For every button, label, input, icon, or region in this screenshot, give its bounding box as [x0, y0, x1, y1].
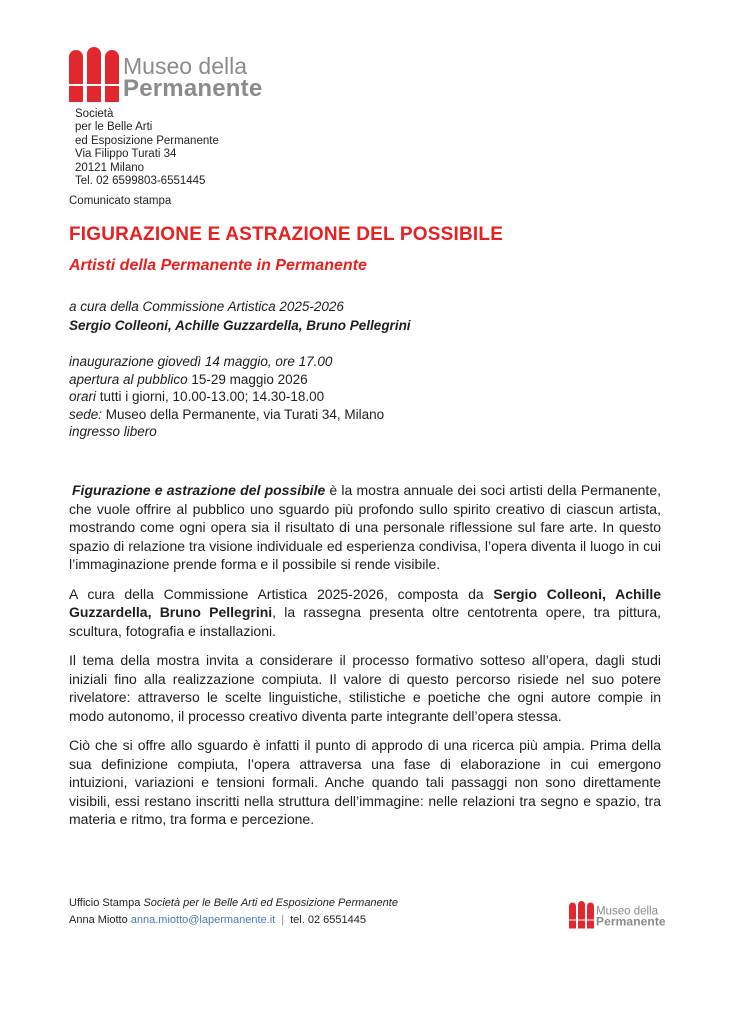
- logo-bar-right: [105, 50, 119, 102]
- paragraph-text: A cura della Commissione Artistica 2025-2026, composta da: [69, 585, 494, 602]
- body-paragraph-3: Il tema della mostra invita a considerare il processo formativo sotteso all’opera, dagli studi iniziali fino alla realizzazione compiuta. Il valore di questo percorso risiede nel suo potere rivelatore: attraverso le scelte linguistiche, stilistiche e poetiche che ogni autore compie in modo autonomo, il processo creativo diventa parte integrante dell’opera stessa.: [69, 652, 661, 724]
- body-paragraph-2: [69, 585, 661, 641]
- paragraph-text: , la rassegna presenta oltre centotrenta opere, tra pittura, scultura, fotografia e installazioni.: [69, 604, 661, 639]
- paragraph-lead-title: Figurazione e astrazione del possibile: [72, 482, 326, 498]
- detail-value: 15-29 maggio 2026: [187, 371, 308, 387]
- logo-text-line1: Museo della: [596, 904, 659, 917]
- doc-type-label: Comunicato stampa: [69, 195, 172, 207]
- paragraph-text: è la mostra annuale dei soci artisti della Permanente, che vuole offrire al pubblico uno sguardo più profondo sullo spirito creativo di ciascun artista, mostrando come ogni opera sia il risultato di una personale riflessione sul fare arte. In questo spazio di relazione tra visione individuale ed esperienza condivisa, l’opera diventa il luogo in cui l’immaginazione prende forma e il possibile si rende visibile.: [69, 482, 661, 572]
- curators-names-inline: Sergio Colleoni, Achille Guzzardella, Bruno Pellegrini: [69, 585, 662, 620]
- curators-block: [69, 297, 411, 335]
- header-logo: [69, 47, 262, 102]
- press-release-body: [69, 481, 661, 840]
- detail-label: inaugurazione giovedì 14 maggio, ore 17.00: [69, 354, 333, 369]
- press-contact-line: [69, 912, 398, 929]
- press-email-link[interactable]: anna.miotto@lapermanente.it: [130, 913, 276, 926]
- museo-permanente-logo-icon: [569, 901, 594, 929]
- event-detail-row: [69, 371, 384, 389]
- separator-bar: |: [281, 913, 285, 926]
- detail-value: tutti i giorni, 10.00-13.00; 14.30-18.00: [96, 389, 325, 405]
- detail-label: ingresso libero: [69, 424, 157, 440]
- address-line-phone: Tel. 02 6599803-6551445: [75, 175, 206, 188]
- address-line: 20121 Milano: [75, 161, 145, 174]
- address-line: ed Esposizione Permanente: [75, 134, 219, 147]
- event-detail-row: [69, 388, 384, 406]
- logo-bar-left: [569, 903, 576, 929]
- press-release-title: FIGURAZIONE E ASTRAZIONE DEL POSSIBILE: [69, 224, 504, 245]
- address-line: Società: [75, 108, 114, 120]
- press-office-line: [69, 895, 398, 912]
- logo-text-line1: Museo della: [123, 53, 248, 79]
- logo-bar-middle: [578, 901, 585, 929]
- contact-name: Anna Miotto: [69, 913, 131, 926]
- logo-bar-right: [587, 903, 594, 929]
- press-office-label: Ufficio Stampa: [69, 897, 144, 909]
- detail-value: Museo della Permanente, via Turati 34, Milano: [102, 406, 385, 422]
- logo-wordmark: [123, 47, 262, 100]
- logo-text-line2: Permanente: [596, 915, 666, 929]
- organization-name: Società per le Belle Arti ed Esposizione Permanente: [143, 897, 398, 909]
- organization-address: [75, 108, 219, 188]
- event-detail-row: [69, 423, 384, 441]
- body-paragraph-4: Ciò che si offre allo sguardo è infatti il punto di approdo di una ricerca più ampia. Prima della sua definizione compiuta, l’opera attraversa una fase di elaborazione in cui emergono intuizioni, variazioni e tensioni formali. Anche quando tali passaggi non sono direttamente visibili, essi restano inscritti nella struttura dell’immagine: nelle relazioni tra segno e spazio, tra materia e ritmo, tra forma e percezione.: [69, 737, 661, 827]
- logo-bar-left: [69, 50, 83, 102]
- museo-permanente-logo-icon: [69, 47, 119, 102]
- detail-label: sede:: [69, 406, 103, 422]
- logo-bar-middle: [87, 47, 101, 102]
- address-line: per le Belle Arti: [75, 121, 153, 134]
- event-details: [69, 353, 384, 441]
- curators-names: Sergio Colleoni, Achille Guzzardella, Bruno Pellegrini: [69, 318, 411, 333]
- logo-wordmark: [596, 901, 666, 928]
- body-paragraph-1: [69, 481, 661, 574]
- press-office-footer: [69, 895, 398, 928]
- detail-label: apertura al pubblico: [69, 371, 188, 387]
- footer-logo: [569, 901, 666, 929]
- contact-phone: tel. 02 6551445: [290, 913, 366, 926]
- event-detail-row: [69, 353, 384, 371]
- logo-text-line2: Permanente: [123, 75, 263, 102]
- curated-by-line: a cura della Commissione Artistica 2025-2026: [69, 299, 344, 314]
- address-line: Via Filippo Turati 34: [75, 148, 177, 161]
- detail-label: orari: [69, 389, 97, 405]
- press-release-subtitle: Artisti della Permanente in Permanente: [69, 257, 367, 274]
- event-detail-row: [69, 406, 384, 424]
